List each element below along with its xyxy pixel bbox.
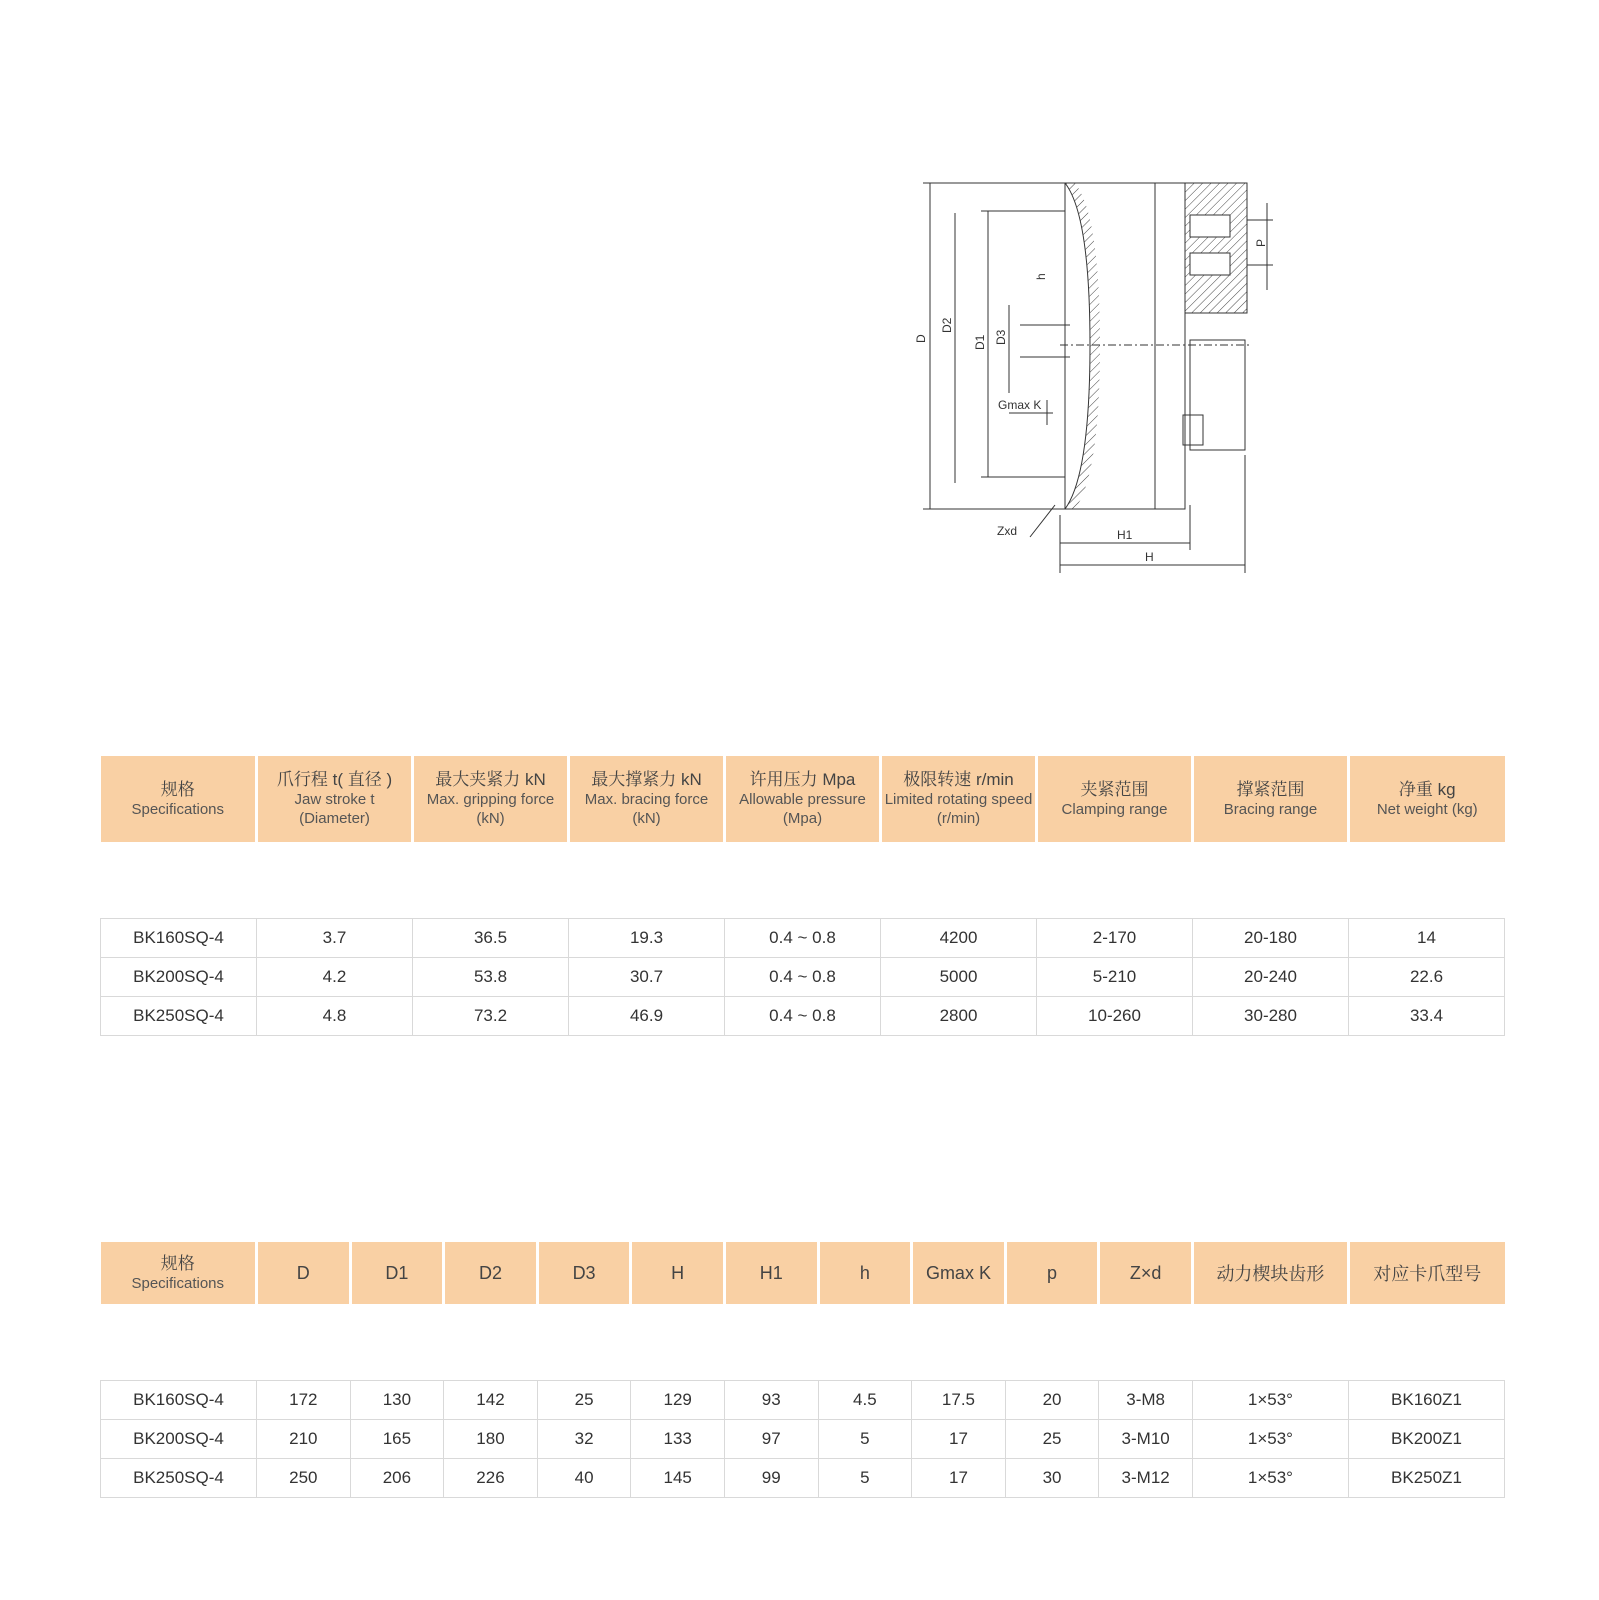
table-cell: 142 — [444, 1381, 538, 1420]
header-en: Max. bracing force (kN) — [584, 791, 709, 827]
table-cell: 20-240 — [1193, 958, 1349, 997]
table-cell: BK200Z1 — [1348, 1420, 1504, 1459]
table-cell: 99 — [724, 1459, 818, 1498]
header-en: Jaw stroke t (Diameter) — [294, 791, 375, 827]
table2-header-specifications — [101, 1242, 257, 1304]
table1-header-net-weight — [1349, 756, 1505, 842]
table-cell: 46.9 — [569, 997, 725, 1036]
table2-spacer — [101, 1304, 1505, 1381]
label-h: H — [1145, 550, 1154, 564]
label-p: P — [1254, 238, 1268, 247]
table-cell: 30 — [1005, 1459, 1099, 1498]
header-text: H — [671, 1262, 685, 1283]
table-cell: 3-M8 — [1099, 1381, 1193, 1420]
table2-header-wedge-tooth — [1192, 1242, 1348, 1304]
table-cell: 25 — [1005, 1420, 1099, 1459]
table-cell: BK250SQ-4 — [101, 1459, 257, 1498]
header-en: Specifications — [131, 800, 225, 818]
table1-header-jaw-stroke — [257, 756, 413, 842]
table-cell: 3.7 — [257, 919, 413, 958]
header-en: Net weight (kg) — [1376, 800, 1478, 818]
table2-header-row — [101, 1242, 1505, 1304]
table2-header-zxd — [1099, 1242, 1193, 1304]
table-cell: BK200SQ-4 — [101, 958, 257, 997]
table-cell: 226 — [444, 1459, 538, 1498]
label-d1: D1 — [973, 334, 987, 350]
table1-header-gripping-force — [413, 756, 569, 842]
chuck-section-drawing — [905, 175, 1285, 595]
header-text: Gmax K — [925, 1262, 991, 1283]
table-cell: 250 — [257, 1459, 351, 1498]
table-cell: 129 — [631, 1381, 725, 1420]
header-text: D — [296, 1262, 310, 1283]
table-row — [101, 1381, 1505, 1420]
label-zxd: Zxd — [997, 524, 1018, 538]
header-text: H1 — [759, 1262, 783, 1283]
table-cell: 4.8 — [257, 997, 413, 1036]
header-cn: 撑紧范围 — [1236, 779, 1305, 799]
table-row — [101, 997, 1505, 1036]
header-text: 动力楔块齿形 — [1216, 1264, 1325, 1284]
table-cell: 5-210 — [1037, 958, 1193, 997]
table1-header-pressure — [725, 756, 881, 842]
table-cell: 165 — [350, 1420, 444, 1459]
table-row — [101, 958, 1505, 997]
table2-header-jaw-model — [1348, 1242, 1504, 1304]
table-cell: 36.5 — [413, 919, 569, 958]
table-cell: 172 — [257, 1381, 351, 1420]
table-cell: 19.3 — [569, 919, 725, 958]
table1-header-specifications — [101, 756, 257, 842]
table-cell: 14 — [1349, 919, 1505, 958]
table-cell: 25 — [537, 1381, 631, 1420]
table1-header-row — [101, 756, 1505, 842]
header-en: Allowable pressure (Mpa) — [739, 791, 866, 827]
table-cell: 20-180 — [1193, 919, 1349, 958]
table-cell: 97 — [724, 1420, 818, 1459]
table-cell: 4200 — [881, 919, 1037, 958]
header-cn: 极限转速 r/min — [903, 770, 1014, 789]
chuck-section-svg — [905, 175, 1285, 595]
table-cell: BK160Z1 — [1348, 1381, 1504, 1420]
header-en: Limited rotating speed (r/min) — [884, 791, 1033, 827]
table-cell: 206 — [350, 1459, 444, 1498]
label-d: D — [914, 334, 928, 343]
table-cell: 0.4 ~ 0.8 — [725, 919, 881, 958]
table2-header-h-upper — [631, 1242, 725, 1304]
table-cell: 17 — [912, 1420, 1006, 1459]
label-gmax-k: Gmax K — [998, 398, 1042, 412]
header-en: Max. gripping force (kN) — [426, 791, 555, 827]
table-cell: BK250SQ-4 — [101, 997, 257, 1036]
header-cn: 最大夹紧力 kN — [435, 770, 546, 789]
table-cell: 20 — [1005, 1381, 1099, 1420]
header-cn: 夹紧范围 — [1080, 779, 1149, 799]
label-h1: H1 — [1117, 528, 1133, 542]
header-en: Specifications — [131, 1274, 225, 1292]
table-cell: 2-170 — [1037, 919, 1193, 958]
table-cell: 180 — [444, 1420, 538, 1459]
header-cn: 最大撑紧力 kN — [591, 770, 702, 789]
table-cell: 3-M10 — [1099, 1420, 1193, 1459]
table-row — [101, 1459, 1505, 1498]
table-cell: 33.4 — [1349, 997, 1505, 1036]
table-cell: 17.5 — [912, 1381, 1006, 1420]
label-d3: D3 — [994, 329, 1008, 345]
table2-header-p — [1005, 1242, 1099, 1304]
header-text: D2 — [478, 1262, 502, 1283]
table-cell: 2800 — [881, 997, 1037, 1036]
table-cell: 5 — [818, 1420, 912, 1459]
table-cell: 1×53° — [1192, 1459, 1348, 1498]
table-cell: 4.2 — [257, 958, 413, 997]
table1-spacer — [101, 842, 1505, 919]
header-text: 对应卡爪型号 — [1373, 1264, 1482, 1284]
table-cell: 0.4 ~ 0.8 — [725, 958, 881, 997]
table-cell: 73.2 — [413, 997, 569, 1036]
table-cell: 30-280 — [1193, 997, 1349, 1036]
table-cell: 133 — [631, 1420, 725, 1459]
header-text: D3 — [572, 1262, 596, 1283]
header-cn: 爪行程 t( 直径 ) — [276, 770, 393, 789]
table2-header-d2 — [444, 1242, 538, 1304]
table-cell: 32 — [537, 1420, 631, 1459]
dimension-spec-table — [100, 1242, 1505, 1498]
label-h-small: h — [1034, 273, 1048, 280]
header-text: h — [859, 1262, 870, 1283]
table-cell: 53.8 — [413, 958, 569, 997]
table-row — [101, 1420, 1505, 1459]
table-cell: 5 — [818, 1459, 912, 1498]
table1-header-speed — [881, 756, 1037, 842]
table-cell: 93 — [724, 1381, 818, 1420]
table-cell: 210 — [257, 1420, 351, 1459]
table2-header-d3 — [537, 1242, 631, 1304]
table2-header-gmax-k — [912, 1242, 1006, 1304]
table-cell: 10-260 — [1037, 997, 1193, 1036]
table-cell: 130 — [350, 1381, 444, 1420]
table-cell: 1×53° — [1192, 1381, 1348, 1420]
table-cell: 40 — [537, 1459, 631, 1498]
table-cell: 4.5 — [818, 1381, 912, 1420]
table-cell: 145 — [631, 1459, 725, 1498]
header-en: Bracing range — [1223, 800, 1318, 818]
table2-header-d1 — [350, 1242, 444, 1304]
table1-header-bracing-range — [1193, 756, 1349, 842]
label-d2: D2 — [940, 317, 954, 333]
table1-header-clamping-range — [1037, 756, 1193, 842]
header-text: D1 — [385, 1262, 409, 1283]
header-text: p — [1047, 1262, 1058, 1283]
table-cell: 30.7 — [569, 958, 725, 997]
header-cn: 规格 — [160, 1253, 195, 1273]
table2-header-h-lower — [818, 1242, 912, 1304]
table-cell: 5000 — [881, 958, 1037, 997]
table-cell: 22.6 — [1349, 958, 1505, 997]
header-en: Clamping range — [1061, 800, 1168, 818]
header-cn: 规格 — [160, 779, 195, 799]
header-cn: 净重 kg — [1398, 779, 1456, 799]
table2-header-h1 — [724, 1242, 818, 1304]
table-row — [101, 919, 1505, 958]
performance-spec-table — [100, 756, 1505, 1036]
table-cell: BK160SQ-4 — [101, 1381, 257, 1420]
header-text: Z×d — [1129, 1262, 1162, 1283]
table1-header-bracing-force — [569, 756, 725, 842]
table-cell: BK250Z1 — [1348, 1459, 1504, 1498]
header-cn: 许用压力 Mpa — [749, 770, 856, 789]
table-cell: 0.4 ~ 0.8 — [725, 997, 881, 1036]
table-cell: 17 — [912, 1459, 1006, 1498]
table-cell: BK160SQ-4 — [101, 919, 257, 958]
table2-header-d — [257, 1242, 351, 1304]
table-cell: 1×53° — [1192, 1420, 1348, 1459]
table-cell: 3-M12 — [1099, 1459, 1193, 1498]
table-cell: BK200SQ-4 — [101, 1420, 257, 1459]
